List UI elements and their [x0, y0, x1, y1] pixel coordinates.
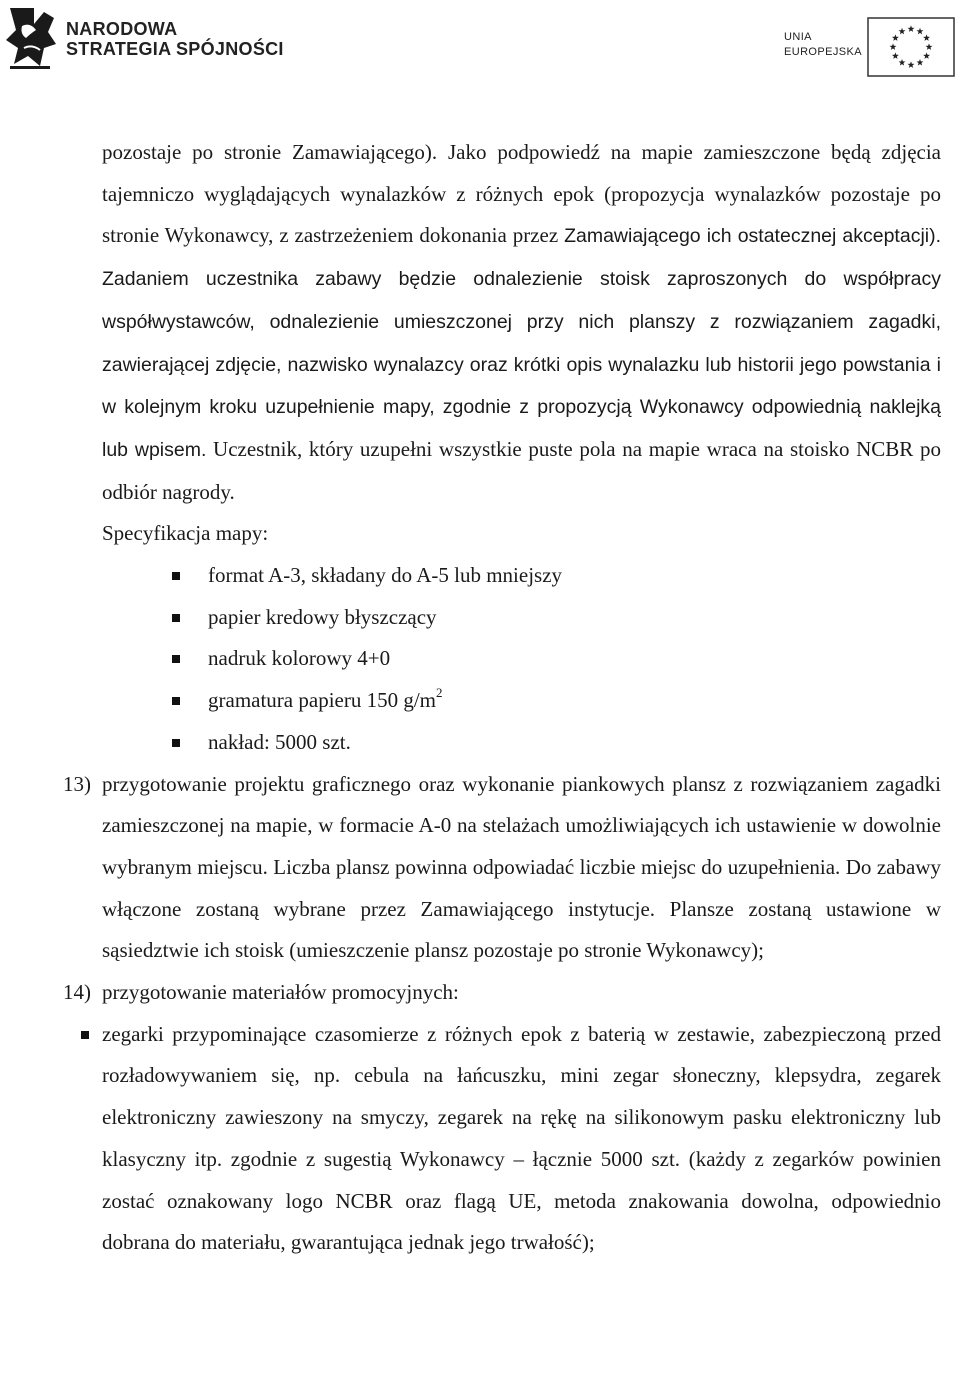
- superscript: 2: [436, 685, 443, 701]
- paragraph-game-description: [102, 132, 941, 513]
- ue-logo-text: [784, 30, 862, 60]
- paragraph-serif-part: pozostaje po stronie Zamawiającego). Jako podpowiedź na mapie zamieszczone będą zdjęcia tajemniczo wyglądających wynalazków z różnych epok (propozycja wynalazków pozostaje po stronie Wykonawcy, z zastrzeżeniem dokonania przez: [102, 140, 941, 248]
- spec-item-text: papier kredowy błyszczący: [208, 604, 437, 629]
- ue-logo-line1: UNIA: [784, 31, 812, 43]
- paragraph-tail: Uczestnik, który uzupełni wszystkie puste pola na mapie wraca na stoisko NCBR po odbiór nagrody.: [102, 436, 941, 504]
- item-number: 14): [63, 980, 91, 1005]
- list-item: [102, 680, 941, 722]
- spec-item-text: format A-3, składany do A-5 lub mniejszy: [208, 563, 563, 588]
- ue-logo-line2: EUROPEJSKA: [784, 46, 862, 58]
- square-bullet-icon: [172, 614, 180, 622]
- spec-item-text: nakład: 5000 szt.: [208, 729, 351, 754]
- document-body: [63, 132, 942, 1264]
- square-bullet-icon: [172, 572, 180, 580]
- square-bullet-icon: [172, 739, 180, 747]
- nss-logo-line1: NARODOWA: [66, 19, 178, 39]
- square-bullet-icon: [172, 655, 180, 663]
- spec-list: [102, 555, 941, 764]
- numbered-item-14: [63, 972, 941, 1014]
- square-bullet-icon: [81, 1031, 89, 1039]
- item-text: przygotowanie projektu graficznego oraz wykonanie piankowych plansz z rozwiązaniem zagadki zamieszczonej na mapie, w formacie A-0 na stelażach umożliwiających ich ustawienie w dowolnie wybranym miejscu. Liczba plansz powinna odpowiadać liczbie miejsc do uzupełnienia. Do zabawy włączone zostaną wybrane przez Zamawiającego instytucje. Plansze zostaną ustawione w sąsiedztwie ich stoisk (umieszczenie plansz pozostaje po stronie Wykonawcy);: [102, 771, 941, 963]
- spec-item-text: nadruk kolorowy 4+0: [208, 646, 391, 671]
- narodowa-strategia-spojnosci-logo: [4, 4, 60, 72]
- list-item: [102, 555, 941, 597]
- list-item: [46, 1014, 941, 1264]
- nss-logo-text: [66, 19, 284, 59]
- numbered-item-13: [63, 764, 941, 973]
- spec-title: Specyfikacja mapy:: [102, 521, 269, 546]
- item-number: 13): [63, 771, 91, 796]
- item-text: przygotowanie materiałów promocyjnych:: [102, 980, 459, 1005]
- square-bullet-icon: [172, 697, 180, 705]
- nss-logo-line2: STRATEGIA SPÓJNOŚCI: [66, 39, 284, 59]
- list-item: [102, 597, 941, 639]
- eu-flag-icon: [867, 17, 955, 77]
- list-item: [102, 722, 941, 764]
- list-item: [102, 638, 941, 680]
- page-header: [0, 0, 960, 90]
- paragraph-sans-part: Zamawiającego ich ostatecznej akceptacji). Zadaniem uczestnika zabawy będzie odnalezienie stoisk zaproszonych do współpracy współwystawców, odnalezienie umieszczonej przy nich planszy z rozwiązaniem zagadki, zawierającej zdjęcie, nazwisko wynalazcy oraz krótki opis wynalazku lub historii jego powstania i w kolejnym kroku uzupełnienie mapy, zgodnie z propozycją Wykonawcy odpowiednią naklejką lub wpisem.: [102, 225, 942, 461]
- promo-list: [46, 1014, 941, 1264]
- spec-item-text: gramatura papieru 150 g/m: [208, 688, 437, 713]
- promo-item-text: zegarki przypominające czasomierze z różnych epok z baterią w zestawie, zabezpieczoną przed rozładowywaniem się, np. cebula na łańcuszku, mini zegar słoneczny, klepsydra, zegarek elektroniczny zawieszony na smyczy, zegarek na rękę na silikonowym pasku elektroniczny lub klasyczny itp. zgodnie z sugestią Wykonawcy – łącznie 5000 szt. (każdy z zegarków powinien zostać oznakowany logo NCBR oraz flagą UE, metoda znakowania dowolna, odpowiednio dobrana do materiału, gwarantująca jednak jego trwałość);: [102, 1021, 941, 1255]
